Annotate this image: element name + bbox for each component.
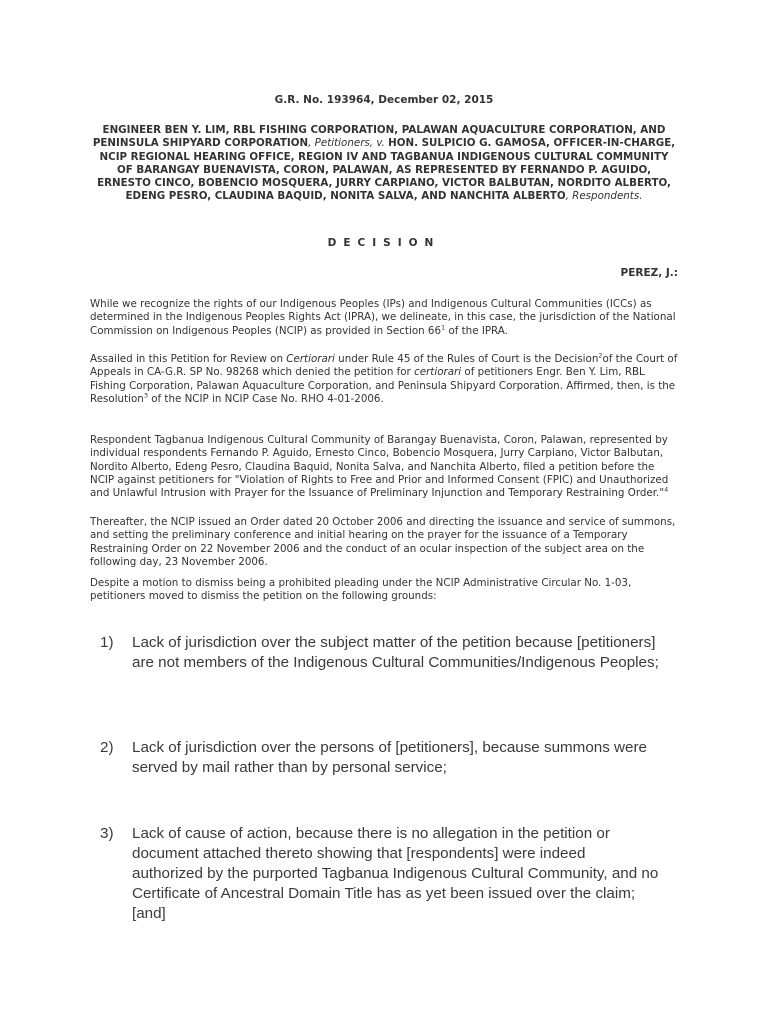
p2-certiorari-2: certiorari <box>414 366 462 379</box>
p1-text-b: of the IPRA. <box>445 324 508 337</box>
p2-text-d: of petitioners Engr. Ben Y. Lim, RBL Fishing Corporation, Palawan Aquaculture Corporation, and Peninsula Shipyard Corporation. Affirmed, then, is the Resolution <box>90 366 676 405</box>
p2-certiorari-1: Certiorari <box>286 353 335 365</box>
paragraph-2 <box>90 353 678 406</box>
p2-text-c: of the Court of Appeals in CA-G.R. SP No. 98268 which denied the petition for <box>90 353 678 379</box>
paragraph-1 <box>90 298 678 338</box>
footnote-ref-2[interactable]: 2 <box>598 351 603 360</box>
ground-number: 1) <box>100 634 114 651</box>
footnote-ref-3[interactable]: 3 <box>143 391 148 400</box>
ground-text: Lack of jurisdiction over the subject matter of the petition because [petitioners] are not members of the Indigenous Cultural Communities/Indigenous Peoples; <box>132 634 659 671</box>
footnote-ref-1[interactable]: 1 <box>441 323 446 332</box>
p2-text-e: of the NCIP in NCIP Case No. RHO 4-01-2006. <box>147 392 384 405</box>
ground-number: 3) <box>100 825 114 842</box>
petitioners: ENGINEER BEN Y. LIM, RBL FISHING CORPORATION, PALAWAN AQUACULTURE CORPORATION, AND PENINSULA SHIPYARD CORPORATION <box>92 124 666 150</box>
ponente: PEREZ, J.: <box>620 267 678 279</box>
p2-text-b: under Rule 45 of the Rules of Court is the Decision <box>334 353 599 365</box>
paragraph-3 <box>90 434 678 500</box>
ground-text: Lack of jurisdiction over the persons of [petitioners], because summons were served by mail rather than by personal service; <box>132 739 647 776</box>
p2-text-a: Assailed in this Petition for Review on <box>90 353 287 365</box>
ground-text: Lack of cause of action, because there is no allegation in the petition or document attached thereto showing that [respondents] were indeed authorized by the purported Tagbanua Indigenous Cultural Community, and no Certificate of Ancestral Domain Title has as yet been issued over the claim; [and] <box>132 825 659 922</box>
versus: , v. <box>369 137 389 150</box>
paragraph-4: Thereafter, the NCIP issued an Order dated 20 October 2006 and directing the issuance and service of summons, and setting the preliminary conference and initial hearing on the prayer for the issuance of a Temporary Restraining Order on 22 November 2006 and the conduct of an ocular inspection of the subject area on the following day, 23 November 2006. <box>90 516 676 568</box>
case-number: G.R. No. 193964, December 02, 2015 <box>274 94 494 106</box>
ground-number: 2) <box>100 739 114 756</box>
petitioners-label: , Petitioners <box>308 137 370 150</box>
ground-item <box>100 633 660 673</box>
paragraph-5: Despite a motion to dismiss being a prohibited pleading under the NCIP Administrative Circular No. 1-03, petitioners moved to dismiss the petition on the following grounds: <box>90 577 632 603</box>
case-parties <box>90 124 678 204</box>
p1-text-a: While we recognize the rights of our Indigenous Peoples (IPs) and Indigenous Cultural Communities (ICCs) as determined in the Indigenous Peoples Rights Act (IPRA), we delineate, in this case, the jurisdiction of the National Commission on Indigenous Peoples (NCIP) as provided in Section 66 <box>90 298 676 337</box>
ground-item <box>100 824 660 924</box>
footnote-ref-4[interactable]: 4 <box>664 485 669 494</box>
decision-heading: DECISION <box>327 237 441 249</box>
ground-item <box>100 738 660 778</box>
respondents-label: , Respondents. <box>565 190 643 203</box>
p3-text-a: Respondent Tagbanua Indigenous Cultural Community of Barangay Buenavista, Coron, Palawan, represented by individual respondents Fernando P. Aguido, Ernesto Cinco, Bobencio Mosquera, Jurry Carpiano, Victor Balbutan, Nordito Alberto, Edeng Pesro, Claudina Baquid, Nonita Salva, and Nanchita Alberto, filed a petition before the NCIP against petitioners for "Violation of Rights to Free and Prior and Informed Consent (FPIC) and Unauthorized and Unlawful Intrusion with Prayer for the Issuance of Preliminary Injunction and Temporary Restraining Order." <box>90 434 669 500</box>
respondents: HON. SULPICIO G. GAMOSA, OFFICER-IN-CHARGE, NCIP REGIONAL HEARING OFFICE, REGION IV AND TAGBANUA INDIGENOUS CULTURAL COMMUNITY OF BARANGAY BUENAVISTA, CORON, PALAWAN, AS REPRESENTED BY FERNANDO P. AGUIDO, ERNESTO CINCO, BOBENCIO MOSQUERA, JURRY CARPIANO, VICTOR BALBUTAN, NORDITO ALBERTO, EDENG PESRO, CLAUDINA BAQUID, NONITA SALVA, AND NANCHITA ALBERTO <box>97 137 676 203</box>
